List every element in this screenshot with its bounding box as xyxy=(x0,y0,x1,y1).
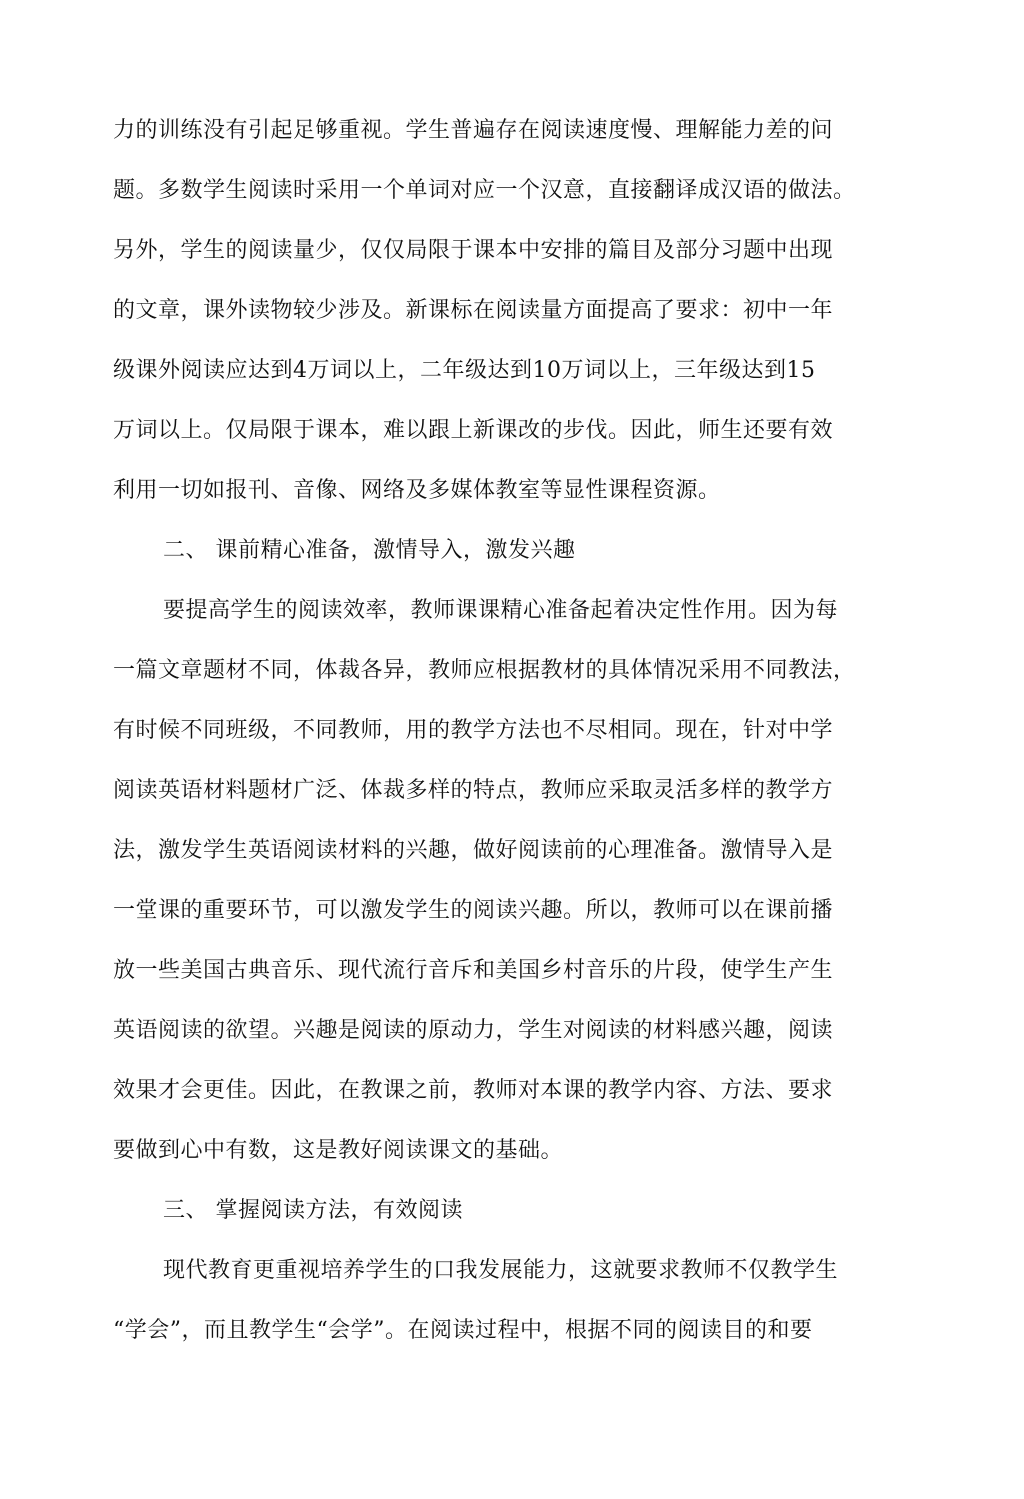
text-line: 题。多数学生阅读时采用一个单词对应一个汉意，直接翻译成汉语的做法。 xyxy=(113,178,856,203)
text-line: 现代教育更重视培养学生的口我发展能力，这就要求教师不仅教学生 xyxy=(163,1258,839,1283)
section-heading: 二、 课前精心准备，激情导入，激发兴趣 xyxy=(163,538,576,563)
text-line: 英语阅读的欲望。兴趣是阅读的原动力，学生对阅读的材料感兴趣，阅读 xyxy=(113,1018,834,1043)
text-line: 另外，学生的阅读量少，仅仅局限于课本中安排的篇目及部分习题中出现 xyxy=(113,238,834,263)
text-line: 有时候不同班级，不同教师，用的教学方法也不尽相同。现在，针对中学 xyxy=(113,718,834,743)
text-line: 一篇文章题材不同，体裁各异，教师应根据教材的具体情况采用不同教法， xyxy=(113,658,856,683)
text-line: 放一些美国古典音乐、现代流行音斥和美国乡村音乐的片段，使学生产生 xyxy=(113,958,834,983)
text-line: 效果才会更佳。因此，在教课之前，教师对本课的教学内容、方法、要求 xyxy=(113,1078,834,1103)
text-line: 法，激发学生英语阅读材料的兴趣，做好阅读前的心理准备。激情导入是 xyxy=(113,838,834,863)
text-line: 的文章，课外读物较少涉及。新课标在阅读量方面提高了要求：初中一年 xyxy=(113,298,834,323)
text-line: “学会”，而且教学生“会学”。在阅读过程中，根据不同的阅读目的和要 xyxy=(113,1318,813,1343)
text-line: 要提高学生的阅读效率，教师课课精心准备起着决定性作用。因为每 xyxy=(163,598,839,623)
text-line: 利用一切如报刊、音像、网络及多媒体教室等显性课程资源。 xyxy=(113,478,721,503)
text-line: 力的训练没有引起足够重视。学生普遍存在阅读速度慢、理解能力差的问 xyxy=(113,118,834,143)
text-line: 万词以上。仅局限于课本，难以跟上新课改的步伐。因此，师生还要有效 xyxy=(113,418,834,443)
text-line: 一堂课的重要环节，可以激发学生的阅读兴趣。所以，教师可以在课前播 xyxy=(113,898,834,923)
text-line: 级课外阅读应达到4万词以上，二年级达到10万词以上，三年级达到15 xyxy=(113,358,816,383)
section-heading: 三、 掌握阅读方法，有效阅读 xyxy=(163,1198,463,1223)
text-line: 要做到心中有数，这是教好阅读课文的基础。 xyxy=(113,1138,564,1163)
text-line: 阅读英语材料题材广泛、体裁多样的特点，教师应采取灵活多样的教学方 xyxy=(113,778,834,803)
